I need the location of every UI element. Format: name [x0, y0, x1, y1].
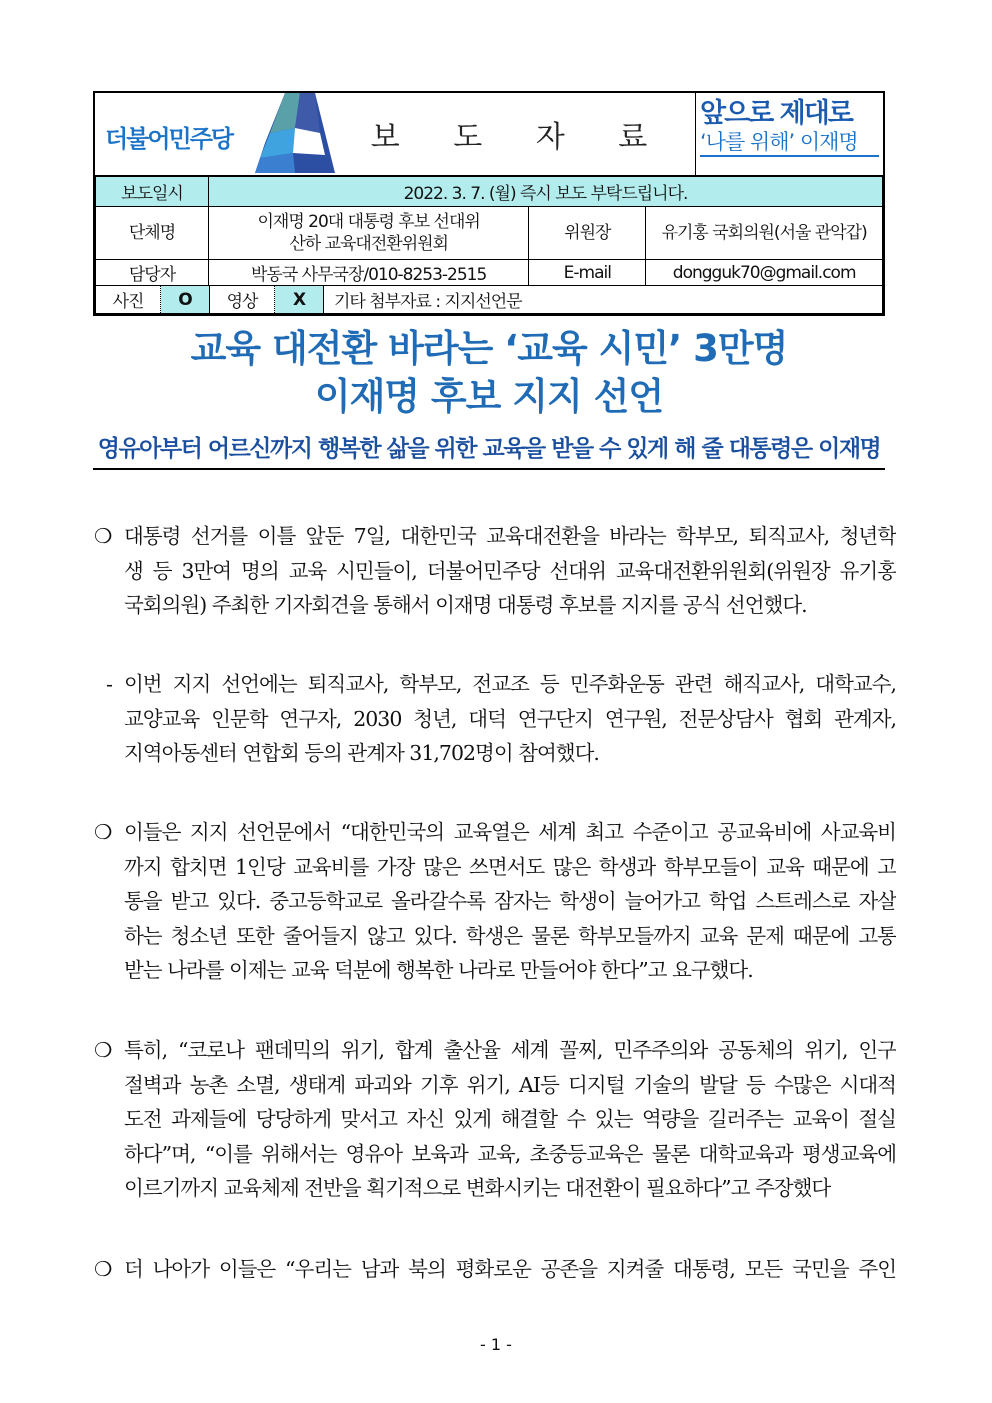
text-line: 절벽과 농촌 소멸, 생태계 파괴와 기후 위기, AI등 디지털 기술의 발달 등 수많은 시대적 — [124, 1072, 896, 1097]
text-line: 통을 받고 있다. 중고등학교로 올라갈수록 잠자는 학생이 늘어가고 학업 스트레스로 자살 — [124, 889, 896, 913]
org-value: 이재명 20대 대통령 후보 선대위 산하 교육대전환위원회 — [209, 207, 529, 260]
doc-title: 보 도 자 료 — [370, 120, 670, 155]
video-label: 영상 — [210, 286, 275, 313]
release-value: 2022. 3. 7. (월) 즉시 보도 부탁드립니다. — [209, 177, 883, 207]
divider — [93, 468, 885, 470]
header-table — [93, 91, 885, 316]
party-logo — [95, 93, 345, 175]
contact-label: 담당자 — [96, 260, 209, 286]
page-number: - 1 - — [480, 1335, 512, 1354]
photo-label: 사진 — [96, 286, 161, 313]
headline-line-2: 이재명 후보 지지 선언 — [314, 375, 664, 418]
email-value: dongguk70@gmail.com — [646, 260, 883, 286]
paragraph — [94, 1252, 896, 1287]
chair-label: 위원장 — [529, 207, 646, 260]
attachment-info: 기타 첨부자료 : 지지선언문 — [334, 292, 522, 312]
text-line: 지역아동센터 연합회 등의 관계자 31,702명이 참여했다. — [124, 741, 599, 765]
campaign-slogan — [695, 93, 883, 175]
text-line: 하는 청소년 또한 줄어들지 않고 있다. 학생은 물론 학부모들까지 교육 문제 때문에 고통 — [124, 923, 896, 948]
text-line: 하다”며, “이를 위해서는 영유아 보육과 교육, 초중등교육은 물론 대학교육과 평생교육에 — [124, 1141, 896, 1166]
headline-line-1: 교육 대전환 바라는 ‘교육 시민’ 3만명 — [190, 327, 788, 370]
text-line: 특히, “코로나 팬데믹의 위기, 합계 출산율 세계 꼴찌, 민주주의와 공동체의 위기, 인구 — [124, 1038, 896, 1062]
text-line: 교양교육 인문학 연구자, 2030 청년, 대덕 연구단지 연구원, 전문상담사 협회 관계자, — [124, 706, 896, 731]
paragraph — [94, 1033, 896, 1206]
chair-value: 유기홍 국회의원(서울 관악갑) — [646, 207, 883, 260]
party-emblem-icon — [255, 93, 340, 173]
text-line: 까지 합치면 1인당 교육비를 가장 많은 쓰면서도 많은 학생과 학부모들이 교육 때문에 고 — [124, 854, 896, 879]
text-line: 더 나아가 이들은 “우리는 남과 북의 평화로운 공존을 지켜줄 대통령, 모든 국민을 주인 — [124, 1257, 896, 1281]
bullet-marker: - — [106, 672, 112, 696]
text-line: 이들은 지지 선언문에서 “대한민국의 교육열은 세계 최고 수준이고 공교육비에 사교육비 — [124, 820, 896, 844]
bullet-marker: ❍ — [94, 524, 112, 548]
release-label: 보도일시 — [96, 177, 209, 207]
text-line: 이르기까지 교육체제 전반을 획기적으로 변화시키는 대전환이 필요하다”고 주장했다 — [124, 1176, 831, 1200]
subheadline: 영유아부터 어르신까지 행복한 삶을 위한 교육을 받을 수 있게 해 줄 대통령은 이재명 — [97, 436, 881, 462]
org-label: 단체명 — [96, 207, 209, 260]
text-line: 이번 지지 선언에는 퇴직교사, 학부모, 전교조 등 민주화운동 관련 해직교사, 대학교수, — [124, 672, 896, 696]
text-line: 받는 나라를 이제는 교육 덕분에 행복한 나라로 만들어야 한다”고 요구했다. — [124, 958, 753, 982]
email-label: E-mail — [529, 260, 646, 286]
bullet-marker: ❍ — [94, 820, 112, 844]
slogan-main: 앞으로 제대로 — [700, 98, 852, 129]
video-value: X — [275, 286, 324, 313]
text-line: 국회의원) 주최한 기자회견을 통해서 이재명 대통령 후보를 지지를 공식 선언했다. — [124, 593, 807, 617]
info-table — [95, 176, 883, 314]
slogan-sub: ‘나를 위해’ 이재명 — [700, 129, 879, 157]
logo-text: 더불어민주당 — [105, 125, 233, 153]
paragraph — [94, 519, 896, 623]
paragraph — [94, 815, 896, 988]
contact-value: 박동국 사무국장/010-8253-2515 — [209, 260, 529, 286]
paragraph — [94, 667, 896, 771]
photo-value: O — [161, 286, 210, 313]
text-line: 생 등 3만여 명의 교육 시민들이, 더불어민주당 선대위 교육대전환위원회(위원장 유기홍 — [124, 558, 896, 583]
text-line: 대통령 선거를 이틀 앞둔 7일, 대한민국 교육대전환을 바라는 학부모, 퇴직교사, 청년학 — [124, 524, 896, 548]
bullet-marker: ❍ — [94, 1257, 112, 1281]
bullet-marker: ❍ — [94, 1038, 112, 1062]
text-line: 도전 과제들에 당당하게 맞서고 자신 있게 해결할 수 있는 역량을 길러주는 교육이 절실 — [124, 1107, 896, 1131]
